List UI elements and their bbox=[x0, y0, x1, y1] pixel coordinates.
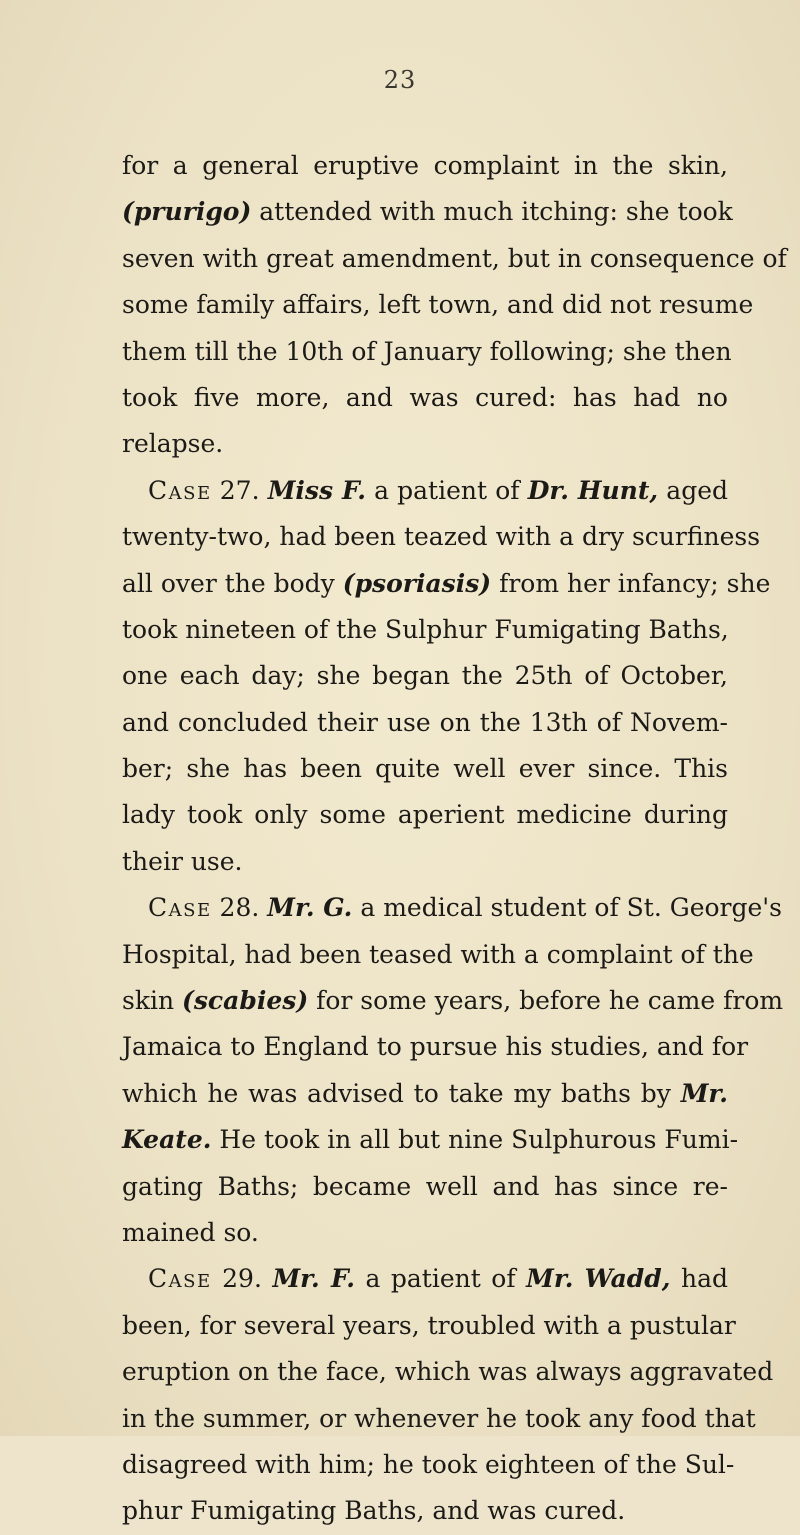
text-span: attended with much itching: she took bbox=[251, 197, 733, 227]
text-line bbox=[122, 468, 728, 514]
text-span: all over the body bbox=[122, 568, 343, 598]
text-line bbox=[122, 1488, 728, 1534]
italic-text: Mr. G. bbox=[267, 893, 353, 923]
text-span: a patient of bbox=[365, 475, 528, 505]
text-span: He took in all but nine Sulphurous Fumi- bbox=[211, 1125, 739, 1155]
text-span: 28. bbox=[211, 893, 268, 923]
text-span: one each day; she began the 25th of October, bbox=[122, 661, 728, 691]
text-line bbox=[122, 1071, 728, 1117]
text-line bbox=[122, 746, 728, 792]
italic-text: Dr. Hunt, bbox=[527, 475, 659, 505]
text-span: skin bbox=[122, 986, 183, 1016]
text-line bbox=[122, 561, 771, 607]
text-span: gating Baths; became well and has since re- bbox=[122, 1171, 728, 1201]
text-line bbox=[122, 1396, 756, 1442]
text-span: took five more, and was cured: has had no bbox=[122, 382, 728, 412]
text-line bbox=[122, 189, 733, 235]
text-span: from her infancy; she bbox=[491, 568, 771, 598]
text-span: and concluded their use on the 13th of Novem- bbox=[122, 707, 728, 737]
text-line bbox=[122, 1303, 736, 1349]
text-span: seven with great amendment, but in consequence of bbox=[122, 243, 787, 273]
text-span: ber; she has been quite well ever since. This bbox=[122, 754, 728, 784]
text-line bbox=[122, 143, 728, 189]
text-line bbox=[122, 236, 787, 282]
text-span: them till the 10th of January following; she then bbox=[122, 336, 732, 366]
italic-text: (prurigo) bbox=[122, 197, 252, 227]
text-span: phur Fumigating Baths, and was cured. bbox=[122, 1496, 626, 1526]
text-line bbox=[122, 421, 728, 467]
text-span: relapse. bbox=[122, 429, 224, 459]
text-line bbox=[122, 792, 728, 838]
case-heading: Case bbox=[148, 475, 212, 505]
italic-text: (scabies) bbox=[182, 986, 309, 1016]
text-line bbox=[122, 1256, 728, 1302]
body-text bbox=[122, 143, 787, 1535]
text-line bbox=[122, 932, 754, 978]
italic-text: (psoriasis) bbox=[342, 568, 492, 598]
text-span: a patient of bbox=[354, 1264, 527, 1294]
text-line bbox=[122, 653, 728, 699]
text-line bbox=[122, 839, 728, 885]
case-heading: Case bbox=[148, 893, 212, 923]
text-line bbox=[122, 1024, 749, 1070]
text-span: been, for several years, troubled with a pustular bbox=[122, 1310, 736, 1340]
text-span: Jamaica to England to pursue his studies, and for bbox=[122, 1032, 749, 1062]
italic-text: Mr. bbox=[680, 1078, 728, 1108]
text-span: mained so. bbox=[122, 1217, 259, 1247]
text-span: took nineteen of the Sulphur Fumigating Baths, bbox=[122, 614, 729, 644]
text-span: twenty-two, had been teazed with a dry scurfiness bbox=[122, 522, 761, 552]
text-span: for a general eruptive complaint in the skin, bbox=[122, 151, 728, 180]
text-line bbox=[122, 514, 761, 560]
text-span: their use. bbox=[122, 846, 243, 876]
text-span: a medical student of St. George's bbox=[352, 893, 782, 923]
text-span: for some years, before he came from bbox=[308, 986, 784, 1016]
text-line bbox=[122, 1349, 774, 1395]
text-line bbox=[122, 1210, 728, 1256]
italic-text: Mr. Wadd, bbox=[526, 1264, 671, 1294]
text-span: aged bbox=[658, 475, 729, 505]
text-line bbox=[122, 700, 728, 746]
italic-text: Keate. bbox=[122, 1125, 212, 1155]
text-line bbox=[122, 1117, 739, 1163]
text-line bbox=[122, 1442, 735, 1488]
text-span: some family affairs, left town, and did not resume bbox=[122, 290, 754, 320]
text-span: which he was advised to take my baths by bbox=[122, 1078, 681, 1108]
italic-text: Miss F. bbox=[267, 475, 366, 505]
text-span: 29. bbox=[211, 1264, 273, 1294]
case-heading: Case bbox=[148, 1264, 212, 1294]
text-span: 27. bbox=[211, 475, 268, 505]
text-line bbox=[122, 282, 754, 328]
text-span: Hospital, had been teased with a complaint of the bbox=[122, 939, 754, 969]
text-span: lady took only some aperient medicine during bbox=[122, 800, 728, 830]
text-span: disagreed with him; he took eighteen of the Sul- bbox=[122, 1449, 735, 1479]
page-number: 23 bbox=[383, 66, 417, 94]
italic-text: Mr. F. bbox=[272, 1264, 355, 1294]
text-line bbox=[122, 375, 728, 421]
text-line bbox=[122, 885, 782, 931]
text-line bbox=[122, 329, 732, 375]
text-line bbox=[122, 1164, 728, 1210]
text-span: eruption on the face, which was always aggravated bbox=[122, 1357, 774, 1387]
text-line bbox=[122, 607, 728, 653]
text-span: in the summer, or whenever he took any food that bbox=[122, 1403, 756, 1433]
text-span: had bbox=[670, 1264, 728, 1294]
text-line bbox=[122, 978, 784, 1024]
